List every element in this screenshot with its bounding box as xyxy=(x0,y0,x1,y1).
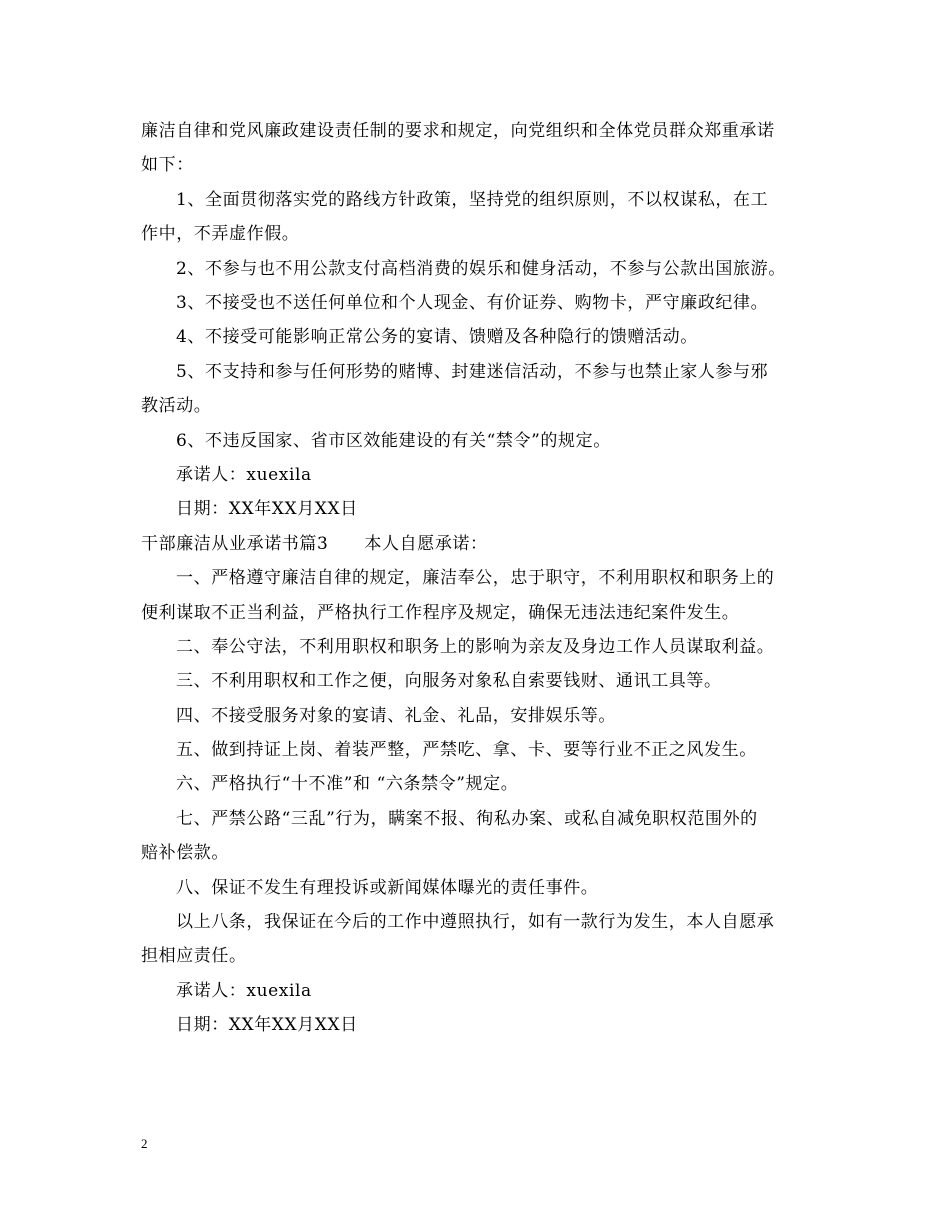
section-heading-line xyxy=(141,532,488,556)
text-line: 一、严格遵守廉洁自律的规定，廉洁奉公，忠于职守，不利用职权和职务上的 xyxy=(176,568,775,588)
text-line: 五、做到持证上岗、着装严整，严禁吃、拿、卡、要等行业不正之风发生。 xyxy=(176,740,757,760)
page-number: 2 xyxy=(141,1136,148,1151)
text-line: 5、不支持和参与任何形势的赌博、封建迷信活动，不参与也禁止家人参与邪 xyxy=(176,362,769,382)
text-line: 6、不违反国家、省市区效能建设的有关“禁令”的规定。 xyxy=(176,431,611,451)
text-line: 如下： xyxy=(141,155,194,175)
text-line: 以上八条，我保证在今后的工作中遵照执行，如有一款行为发生，本人自愿承 xyxy=(176,912,775,932)
date-line: 日期：XX年XX月XX日 xyxy=(176,1015,358,1035)
text-line: 2、不参与也不用公款支付高档消费的娱乐和健身活动，不参与公款出国旅游。 xyxy=(176,259,786,279)
signature-line: 承诺人：xuexila xyxy=(176,981,312,1001)
section-heading: 干部廉洁从业承诺书篇3 xyxy=(141,534,329,554)
text-line: 教活动。 xyxy=(141,396,212,416)
text-line: 七、严禁公路“三乱”行为，瞒案不报、徇私办案、或私自减免职权范围外的 xyxy=(176,809,758,829)
text-line: 四、不接受服务对象的宴请、礼金、礼品，安排娱乐等。 xyxy=(176,706,616,726)
text-line: 六、严格执行“十不准”和 “六条禁令”规定。 xyxy=(176,774,519,794)
text-line: 三、不利用职权和工作之便，向服务对象私自索要钱财、通讯工具等。 xyxy=(176,671,722,691)
text-line: 4、不接受可能影响正常公务的宴请、馈赠及各种隐行的馈赠活动。 xyxy=(176,327,698,347)
text-line: 廉洁自律和党风廉政建设责任制的要求和规定，向党组织和全体党员群众郑重承诺 xyxy=(141,121,775,141)
text-line: 八、保证不发生有理投诉或新闻媒体曝光的责任事件。 xyxy=(176,878,599,898)
text-line: 二、奉公守法，不利用职权和职务上的影响为亲友及身边工作人员谋取利益。 xyxy=(176,637,775,657)
section-intro: 本人自愿承诺： xyxy=(364,534,488,554)
signature-line: 承诺人：xuexila xyxy=(176,465,312,485)
text-line: 3、不接受也不送任何单位和个人现金、有价证券、购物卡，严守廉政纪律。 xyxy=(176,293,769,313)
text-line: 便利谋取不正当利益，严格执行工作程序及规定，确保无违法违纪案件发生。 xyxy=(141,603,740,623)
date-line: 日期：XX年XX月XX日 xyxy=(176,499,358,519)
text-line: 赔补偿款。 xyxy=(141,843,229,863)
text-line: 1、全面贯彻落实党的路线方针政策，坚持党的组织原则，不以权谋私，在工 xyxy=(176,190,769,210)
text-line: 担相应责任。 xyxy=(141,946,247,966)
text-line: 作中，不弄虚作假。 xyxy=(141,224,300,244)
